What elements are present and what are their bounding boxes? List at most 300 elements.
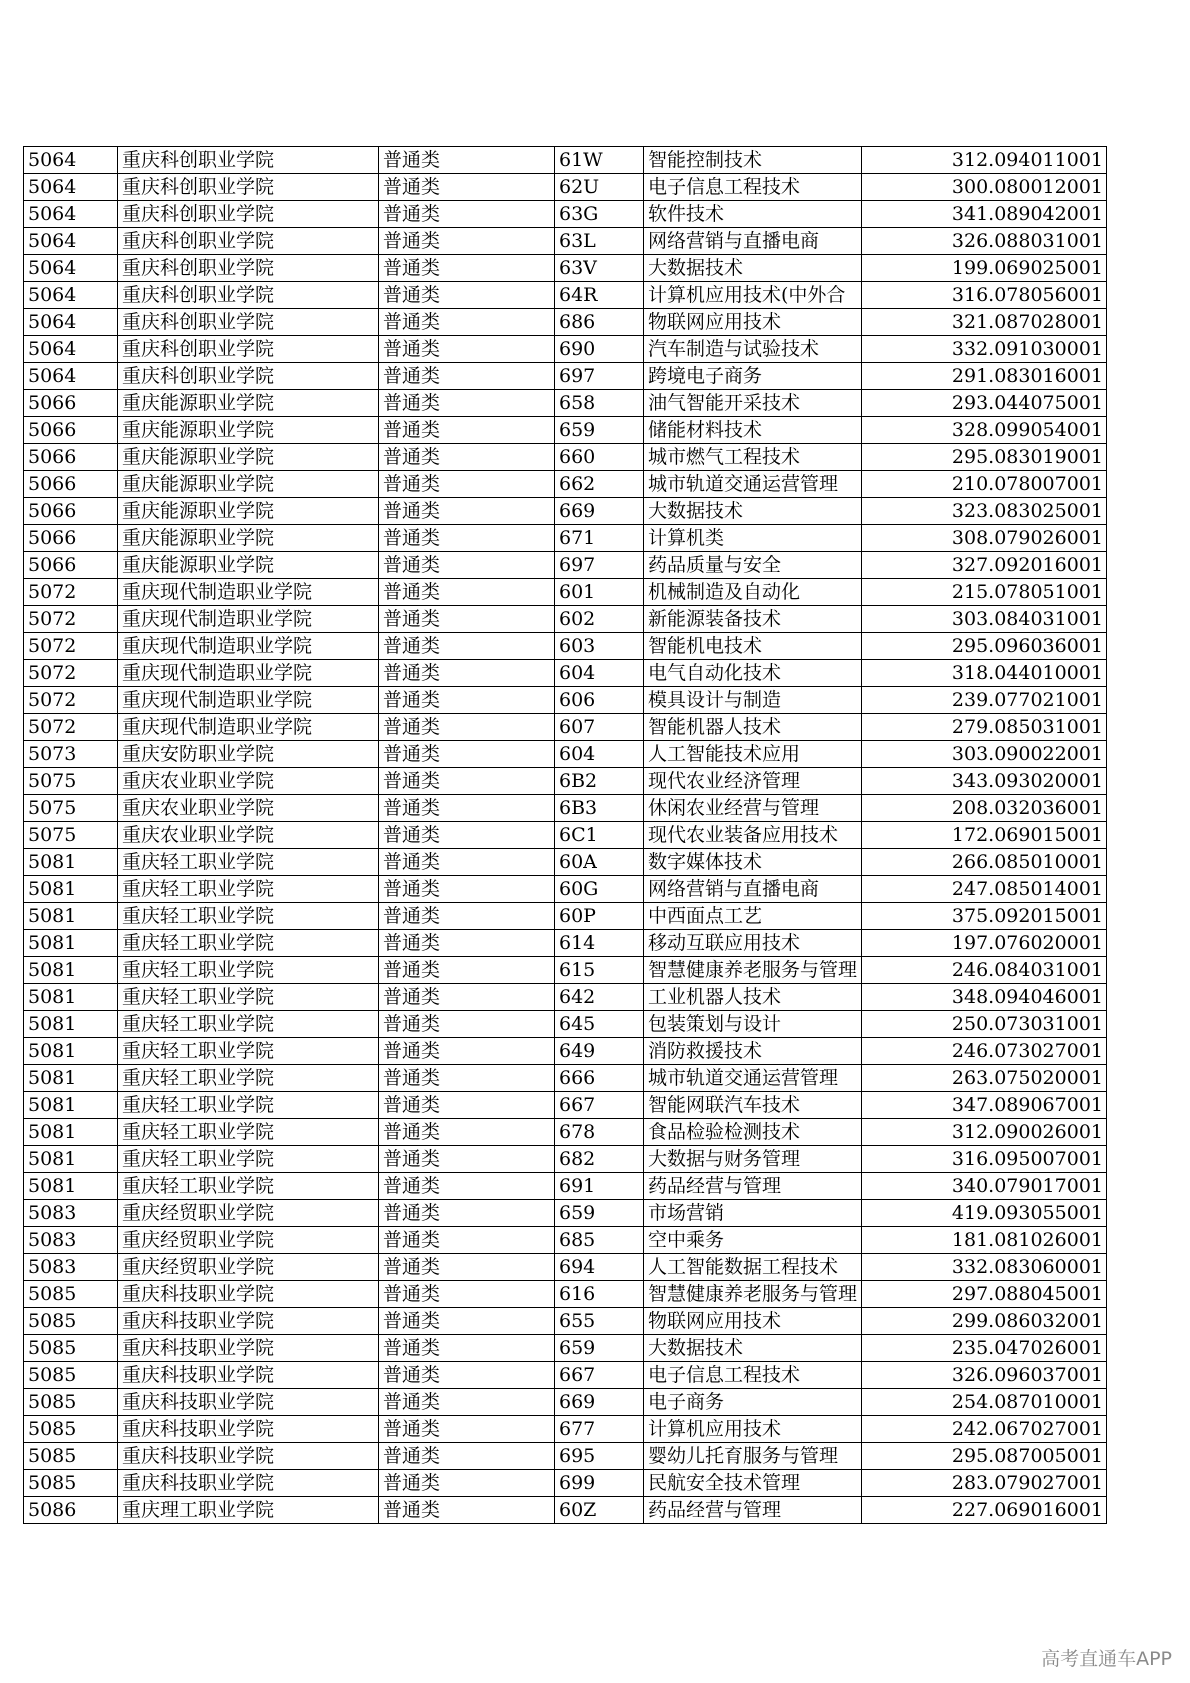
major-code-cell: 64R [555,282,644,309]
school-code-cell: 5072 [24,687,118,714]
category-cell: 普通类 [379,1038,555,1065]
table-row [24,903,1107,930]
table-row [24,633,1107,660]
major-code-cell: 659 [555,417,644,444]
school-name-cell: 重庆现代制造职业学院 [118,714,379,741]
table-row [24,1254,1107,1281]
school-code-cell: 5075 [24,822,118,849]
table-row [24,1416,1107,1443]
school-name-cell: 重庆科技职业学院 [118,1308,379,1335]
category-cell: 普通类 [379,714,555,741]
major-code-cell: 669 [555,498,644,525]
school-name-cell: 重庆农业职业学院 [118,822,379,849]
major-code-cell: 677 [555,1416,644,1443]
table-row [24,228,1107,255]
table-row [24,984,1107,1011]
major-name-cell: 大数据与财务管理 [644,1146,862,1173]
school-name-cell: 重庆轻工职业学院 [118,984,379,1011]
major-name-cell: 计算机应用技术 [644,1416,862,1443]
school-name-cell: 重庆能源职业学院 [118,498,379,525]
major-code-cell: 63V [555,255,644,282]
score-cell: 210.078007001 [862,471,1107,498]
category-cell: 普通类 [379,1254,555,1281]
score-cell: 227.069016001 [862,1497,1107,1524]
major-name-cell: 城市轨道交通运营管理 [644,471,862,498]
category-cell: 普通类 [379,363,555,390]
major-code-cell: 669 [555,1389,644,1416]
score-cell: 340.079017001 [862,1173,1107,1200]
score-cell: 323.083025001 [862,498,1107,525]
table-row [24,471,1107,498]
table-row [24,768,1107,795]
major-code-cell: 682 [555,1146,644,1173]
school-code-cell: 5081 [24,1119,118,1146]
table-row [24,417,1107,444]
score-cell: 295.083019001 [862,444,1107,471]
category-cell: 普通类 [379,1227,555,1254]
school-code-cell: 5085 [24,1281,118,1308]
major-code-cell: 615 [555,957,644,984]
table-row [24,1065,1107,1092]
category-cell: 普通类 [379,1443,555,1470]
table-row [24,1173,1107,1200]
school-code-cell: 5086 [24,1497,118,1524]
school-name-cell: 重庆科技职业学院 [118,1362,379,1389]
score-cell: 279.085031001 [862,714,1107,741]
school-code-cell: 5083 [24,1227,118,1254]
table-row [24,795,1107,822]
category-cell: 普通类 [379,1281,555,1308]
school-name-cell: 重庆理工职业学院 [118,1497,379,1524]
score-cell: 297.088045001 [862,1281,1107,1308]
score-cell: 328.099054001 [862,417,1107,444]
major-name-cell: 电气自动化技术 [644,660,862,687]
category-cell: 普通类 [379,282,555,309]
school-code-cell: 5085 [24,1443,118,1470]
school-code-cell: 5066 [24,390,118,417]
category-cell: 普通类 [379,957,555,984]
major-code-cell: 695 [555,1443,644,1470]
table-row [24,1200,1107,1227]
table-row [24,1092,1107,1119]
table-row [24,1281,1107,1308]
score-cell: 291.083016001 [862,363,1107,390]
major-code-cell: 606 [555,687,644,714]
major-code-cell: 603 [555,633,644,660]
school-code-cell: 5081 [24,930,118,957]
category-cell: 普通类 [379,660,555,687]
score-cell: 299.086032001 [862,1308,1107,1335]
table-row [24,1038,1107,1065]
major-name-cell: 网络营销与直播电商 [644,228,862,255]
major-code-cell: 6C1 [555,822,644,849]
category-cell: 普通类 [379,984,555,1011]
school-name-cell: 重庆轻工职业学院 [118,1146,379,1173]
school-code-cell: 5081 [24,849,118,876]
major-code-cell: 666 [555,1065,644,1092]
category-cell: 普通类 [379,1119,555,1146]
major-code-cell: 63G [555,201,644,228]
major-name-cell: 食品检验检测技术 [644,1119,862,1146]
school-name-cell: 重庆轻工职业学院 [118,876,379,903]
major-name-cell: 现代农业经济管理 [644,768,862,795]
major-name-cell: 大数据技术 [644,1335,862,1362]
school-code-cell: 5066 [24,552,118,579]
table-row [24,741,1107,768]
table-row [24,1335,1107,1362]
score-cell: 341.089042001 [862,201,1107,228]
score-cell: 263.075020001 [862,1065,1107,1092]
major-name-cell: 电子信息工程技术 [644,174,862,201]
major-name-cell: 计算机类 [644,525,862,552]
category-cell: 普通类 [379,336,555,363]
score-cell: 419.093055001 [862,1200,1107,1227]
category-cell: 普通类 [379,1308,555,1335]
major-name-cell: 智慧健康养老服务与管理 [644,1281,862,1308]
table-row [24,1389,1107,1416]
score-cell: 246.084031001 [862,957,1107,984]
school-code-cell: 5083 [24,1254,118,1281]
school-name-cell: 重庆科创职业学院 [118,363,379,390]
score-cell: 246.073027001 [862,1038,1107,1065]
school-name-cell: 重庆轻工职业学院 [118,1092,379,1119]
school-name-cell: 重庆现代制造职业学院 [118,687,379,714]
score-cell: 283.079027001 [862,1470,1107,1497]
major-code-cell: 602 [555,606,644,633]
major-name-cell: 空中乘务 [644,1227,862,1254]
score-cell: 293.044075001 [862,390,1107,417]
category-cell: 普通类 [379,417,555,444]
school-code-cell: 5081 [24,1092,118,1119]
school-code-cell: 5073 [24,741,118,768]
school-code-cell: 5064 [24,228,118,255]
category-cell: 普通类 [379,687,555,714]
score-cell: 303.090022001 [862,741,1107,768]
table-row [24,957,1107,984]
score-cell: 239.077021001 [862,687,1107,714]
major-name-cell: 人工智能技术应用 [644,741,862,768]
major-code-cell: 601 [555,579,644,606]
score-cell: 343.093020001 [862,768,1107,795]
school-code-cell: 5075 [24,768,118,795]
school-name-cell: 重庆科技职业学院 [118,1335,379,1362]
category-cell: 普通类 [379,174,555,201]
table-row [24,282,1107,309]
score-cell: 375.092015001 [862,903,1107,930]
major-code-cell: 6B3 [555,795,644,822]
table-row [24,444,1107,471]
category-cell: 普通类 [379,1011,555,1038]
category-cell: 普通类 [379,1065,555,1092]
table-row [24,255,1107,282]
school-name-cell: 重庆现代制造职业学院 [118,579,379,606]
major-name-cell: 城市燃气工程技术 [644,444,862,471]
watermark-text: 高考直通车APP [1041,1648,1172,1670]
school-code-cell: 5072 [24,579,118,606]
table-row [24,552,1107,579]
school-code-cell: 5081 [24,903,118,930]
major-name-cell: 跨境电子商务 [644,363,862,390]
school-name-cell: 重庆轻工职业学院 [118,957,379,984]
school-name-cell: 重庆科创职业学院 [118,255,379,282]
school-name-cell: 重庆能源职业学院 [118,390,379,417]
score-cell: 312.090026001 [862,1119,1107,1146]
score-cell: 235.047026001 [862,1335,1107,1362]
major-name-cell: 药品质量与安全 [644,552,862,579]
table-row [24,174,1107,201]
school-code-cell: 5081 [24,876,118,903]
school-code-cell: 5064 [24,336,118,363]
school-name-cell: 重庆能源职业学院 [118,525,379,552]
school-code-cell: 5064 [24,174,118,201]
score-cell: 295.087005001 [862,1443,1107,1470]
major-name-cell: 药品经营与管理 [644,1497,862,1524]
category-cell: 普通类 [379,876,555,903]
score-cell: 348.094046001 [862,984,1107,1011]
major-code-cell: 678 [555,1119,644,1146]
school-code-cell: 5064 [24,147,118,174]
major-name-cell: 大数据技术 [644,498,862,525]
table-row [24,1227,1107,1254]
school-code-cell: 5081 [24,984,118,1011]
school-code-cell: 5064 [24,255,118,282]
table-row [24,660,1107,687]
category-cell: 普通类 [379,1497,555,1524]
table-row [24,1146,1107,1173]
table-row [24,336,1107,363]
table-row [24,606,1107,633]
school-code-cell: 5072 [24,660,118,687]
school-code-cell: 5064 [24,201,118,228]
major-name-cell: 电子信息工程技术 [644,1362,862,1389]
category-cell: 普通类 [379,930,555,957]
major-name-cell: 城市轨道交通运营管理 [644,1065,862,1092]
major-code-cell: 662 [555,471,644,498]
major-code-cell: 62U [555,174,644,201]
major-code-cell: 60A [555,849,644,876]
category-cell: 普通类 [379,606,555,633]
school-code-cell: 5081 [24,1038,118,1065]
score-cell: 318.044010001 [862,660,1107,687]
table-row [24,1443,1107,1470]
school-code-cell: 5085 [24,1362,118,1389]
major-name-cell: 民航安全技术管理 [644,1470,862,1497]
major-name-cell: 智能控制技术 [644,147,862,174]
school-code-cell: 5072 [24,606,118,633]
score-cell: 242.067027001 [862,1416,1107,1443]
major-name-cell: 物联网应用技术 [644,309,862,336]
school-name-cell: 重庆科技职业学院 [118,1416,379,1443]
table-row [24,930,1107,957]
major-name-cell: 移动互联应用技术 [644,930,862,957]
table-body [24,147,1107,1524]
category-cell: 普通类 [379,147,555,174]
major-code-cell: 645 [555,1011,644,1038]
category-cell: 普通类 [379,1335,555,1362]
table-row [24,363,1107,390]
score-cell: 247.085014001 [862,876,1107,903]
major-name-cell: 市场营销 [644,1200,862,1227]
category-cell: 普通类 [379,1173,555,1200]
category-cell: 普通类 [379,1362,555,1389]
score-cell: 172.069015001 [862,822,1107,849]
score-cell: 300.080012001 [862,174,1107,201]
school-code-cell: 5064 [24,363,118,390]
school-name-cell: 重庆经贸职业学院 [118,1254,379,1281]
major-code-cell: 604 [555,741,644,768]
category-cell: 普通类 [379,1389,555,1416]
category-cell: 普通类 [379,201,555,228]
major-code-cell: 659 [555,1200,644,1227]
major-name-cell: 人工智能数据工程技术 [644,1254,862,1281]
school-name-cell: 重庆轻工职业学院 [118,1065,379,1092]
category-cell: 普通类 [379,498,555,525]
school-name-cell: 重庆能源职业学院 [118,471,379,498]
category-cell: 普通类 [379,228,555,255]
major-name-cell: 数字媒体技术 [644,849,862,876]
major-code-cell: 655 [555,1308,644,1335]
school-code-cell: 5085 [24,1389,118,1416]
school-code-cell: 5064 [24,282,118,309]
score-cell: 197.076020001 [862,930,1107,957]
table-row [24,201,1107,228]
school-code-cell: 5085 [24,1335,118,1362]
school-name-cell: 重庆轻工职业学院 [118,1011,379,1038]
school-name-cell: 重庆农业职业学院 [118,768,379,795]
school-name-cell: 重庆科创职业学院 [118,309,379,336]
category-cell: 普通类 [379,309,555,336]
score-cell: 295.096036001 [862,633,1107,660]
major-code-cell: 691 [555,1173,644,1200]
school-name-cell: 重庆现代制造职业学院 [118,606,379,633]
major-code-cell: 616 [555,1281,644,1308]
school-name-cell: 重庆经贸职业学院 [118,1227,379,1254]
score-cell: 321.087028001 [862,309,1107,336]
major-code-cell: 60Z [555,1497,644,1524]
table-row [24,147,1107,174]
score-cell: 303.084031001 [862,606,1107,633]
score-cell: 308.079026001 [862,525,1107,552]
table-row [24,714,1107,741]
major-code-cell: 686 [555,309,644,336]
school-code-cell: 5081 [24,1146,118,1173]
major-name-cell: 新能源装备技术 [644,606,862,633]
major-name-cell: 模具设计与制造 [644,687,862,714]
school-name-cell: 重庆轻工职业学院 [118,1173,379,1200]
major-code-cell: 685 [555,1227,644,1254]
school-code-cell: 5066 [24,417,118,444]
major-name-cell: 智能机器人技术 [644,714,862,741]
category-cell: 普通类 [379,741,555,768]
table-row [24,876,1107,903]
table-row [24,1470,1107,1497]
major-name-cell: 汽车制造与试验技术 [644,336,862,363]
score-cell: 312.094011001 [862,147,1107,174]
major-code-cell: 61W [555,147,644,174]
school-name-cell: 重庆安防职业学院 [118,741,379,768]
school-name-cell: 重庆科技职业学院 [118,1470,379,1497]
category-cell: 普通类 [379,1416,555,1443]
school-code-cell: 5081 [24,1173,118,1200]
major-code-cell: 694 [555,1254,644,1281]
major-name-cell: 油气智能开采技术 [644,390,862,417]
school-name-cell: 重庆农业职业学院 [118,795,379,822]
major-name-cell: 智能机电技术 [644,633,862,660]
major-name-cell: 机械制造及自动化 [644,579,862,606]
school-name-cell: 重庆轻工职业学院 [118,849,379,876]
score-cell: 266.085010001 [862,849,1107,876]
major-code-cell: 614 [555,930,644,957]
major-name-cell: 智能网联汽车技术 [644,1092,862,1119]
school-name-cell: 重庆科创职业学院 [118,336,379,363]
table-row [24,1497,1107,1524]
category-cell: 普通类 [379,768,555,795]
major-code-cell: 690 [555,336,644,363]
major-code-cell: 649 [555,1038,644,1065]
category-cell: 普通类 [379,1146,555,1173]
school-name-cell: 重庆能源职业学院 [118,444,379,471]
score-cell: 215.078051001 [862,579,1107,606]
table-row [24,1362,1107,1389]
table-row [24,1308,1107,1335]
major-name-cell: 工业机器人技术 [644,984,862,1011]
school-code-cell: 5072 [24,633,118,660]
category-cell: 普通类 [379,849,555,876]
major-name-cell: 药品经营与管理 [644,1173,862,1200]
table-row [24,309,1107,336]
category-cell: 普通类 [379,1200,555,1227]
school-name-cell: 重庆科创职业学院 [118,174,379,201]
major-code-cell: 60G [555,876,644,903]
school-code-cell: 5081 [24,1011,118,1038]
school-name-cell: 重庆轻工职业学院 [118,930,379,957]
score-cell: 250.073031001 [862,1011,1107,1038]
major-name-cell: 中西面点工艺 [644,903,862,930]
score-cell: 208.032036001 [862,795,1107,822]
major-code-cell: 699 [555,1470,644,1497]
major-code-cell: 660 [555,444,644,471]
score-cell: 347.089067001 [862,1092,1107,1119]
major-name-cell: 现代农业装备应用技术 [644,822,862,849]
table-row [24,687,1107,714]
table-row [24,579,1107,606]
school-code-cell: 5085 [24,1308,118,1335]
category-cell: 普通类 [379,1092,555,1119]
category-cell: 普通类 [379,525,555,552]
major-name-cell: 休闲农业经营与管理 [644,795,862,822]
major-code-cell: 6B2 [555,768,644,795]
major-name-cell: 大数据技术 [644,255,862,282]
major-code-cell: 604 [555,660,644,687]
category-cell: 普通类 [379,579,555,606]
school-name-cell: 重庆轻工职业学院 [118,1038,379,1065]
category-cell: 普通类 [379,633,555,660]
table-row [24,822,1107,849]
category-cell: 普通类 [379,795,555,822]
score-cell: 327.092016001 [862,552,1107,579]
major-code-cell: 697 [555,552,644,579]
score-cell: 332.083060001 [862,1254,1107,1281]
school-name-cell: 重庆科创职业学院 [118,282,379,309]
school-name-cell: 重庆能源职业学院 [118,552,379,579]
major-code-cell: 658 [555,390,644,417]
score-cell: 332.091030001 [862,336,1107,363]
category-cell: 普通类 [379,444,555,471]
school-name-cell: 重庆现代制造职业学院 [118,633,379,660]
major-name-cell: 储能材料技术 [644,417,862,444]
school-name-cell: 重庆科创职业学院 [118,228,379,255]
table-row [24,390,1107,417]
